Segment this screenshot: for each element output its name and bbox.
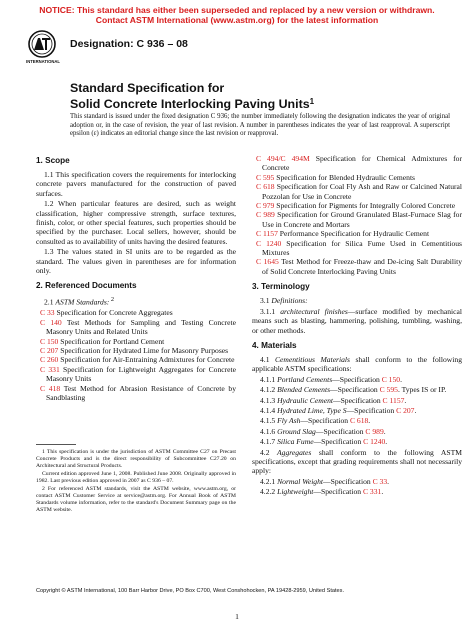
spec-link[interactable]: C 989 [365, 426, 384, 436]
spec-link[interactable]: C 150 [381, 374, 401, 384]
astm-logo [26, 29, 60, 65]
t311-num: 3.1.1 [260, 306, 281, 316]
reference-title: Specification for Concrete Aggregates [54, 308, 173, 318]
material-name: Lightweight [277, 487, 314, 497]
reference-item [252, 154, 462, 173]
referenced-documents-heading: 2. Referenced Documents [36, 281, 137, 291]
materials-4-2 [252, 448, 462, 476]
material-text: —Specification [332, 395, 383, 405]
material-name: Fly Ash [277, 416, 301, 426]
reference-item [36, 337, 236, 346]
materials-4-2-list [252, 477, 462, 497]
material-tail: . [383, 426, 386, 436]
reference-link[interactable]: C 150 [40, 336, 59, 346]
reference-item [36, 365, 236, 384]
material-name: Hydrated Lime, Type S [277, 405, 347, 415]
reference-item [252, 173, 462, 182]
m41-num: 4.1 [260, 354, 275, 364]
issuance-note: This standard is issued under the fixed designation C 936; the number immediately following the designation indicates the year of original adoption or, in the case of revision, the year of last revision. A number in parentheses indicates the year of last reapproval. A superscript epsilon (ε) indicates an editorial change since the last revision or reapproval. [70, 113, 450, 137]
reference-item [252, 182, 462, 201]
material-text: —Specification [313, 437, 364, 447]
reference-link[interactable]: C 207 [40, 346, 59, 356]
scope-1-1: 1.1 This specification covers the requirements for interlocking concrete pavers manufactured for the construction of paved surfaces. [36, 170, 236, 198]
material-number: 4.1.7 [260, 437, 278, 447]
spec-link[interactable]: C 595 [379, 385, 398, 395]
copyright: Copyright © ASTM International, 100 Barr Harbor Drive, PO Box C700, West Conshohocken, PA 19428-2959, United States. [36, 588, 344, 594]
notice-line-1: NOTICE: This standard has either been superseded and replaced by a new version or withdrawn. [39, 5, 435, 15]
reference-title: Performance Specification for Hydraulic Cement [277, 229, 430, 239]
designation: Designation: C 936 – 08 [70, 38, 188, 50]
reference-item [36, 318, 236, 337]
material-name: Ground Slag [277, 426, 316, 436]
reference-link[interactable]: C 989 [256, 210, 275, 220]
reference-item [36, 384, 236, 403]
material-number: 4.1.6 [260, 426, 278, 436]
title-line-2-text: Solid Concrete Interlocking Paving Units [70, 97, 310, 111]
notice-line-2: Contact ASTM International (www.astm.org) for the latest information [95, 15, 379, 25]
material-text: —Specification [323, 476, 373, 486]
material-text: —Specification [330, 385, 380, 395]
t311-term: architectural finishes [280, 306, 348, 316]
intro-italic: ASTM Standards: [55, 298, 110, 307]
material-tail: . [381, 487, 384, 497]
reference-title: Specification for Portland Cement [58, 336, 165, 346]
intro-num: 2.1 [44, 298, 56, 307]
material-item [252, 375, 462, 384]
reference-link[interactable]: C 618 [256, 182, 275, 192]
material-text: —Specification [313, 487, 363, 497]
terminology-3-1-1 [252, 307, 462, 335]
reference-link[interactable]: C 595 [256, 172, 275, 182]
reference-link[interactable]: C 33 [40, 308, 55, 318]
spec-link[interactable]: C 207 [396, 405, 415, 415]
title-line-1: Standard Specification for [70, 81, 225, 95]
spec-link[interactable]: C 33 [372, 476, 388, 486]
material-number: 4.1.3 [260, 395, 278, 405]
reference-link[interactable]: C 260 [40, 355, 59, 365]
reference-item [252, 229, 462, 238]
reference-title: Specification for Coal Fly Ash and Raw or Calcined Natural Pozzolan for Use in Concrete [262, 182, 462, 201]
material-text: —Specification [346, 405, 397, 415]
material-name: Silica Fume [277, 437, 314, 447]
materials-heading: 4. Materials [252, 340, 297, 350]
t311-text: —surface modified by mechanical means such as blasting, hammering, polishing, tumbling, washing, or other methods. [252, 306, 462, 335]
withdrawn-notice [0, 5, 474, 25]
footnote-1-edition: Current edition approved June 1, 2008. Published June 2008. Originally approved in 1982. Last previous edition approved in 2007 as C 936 – 07. [36, 471, 236, 484]
reference-title: Specification for Blended Hydraulic Cements [274, 172, 416, 182]
reference-link[interactable]: C 979 [256, 201, 275, 211]
t31-num: 3.1 [260, 296, 272, 306]
reference-link[interactable]: C 1645 [256, 257, 279, 267]
material-number: 4.1.2 [260, 385, 278, 395]
reference-title: Specification for Lightweight Aggregates for Concrete Masonry Units [46, 364, 237, 384]
m41-text: shall conform to the following applicable ASTM specifications: [252, 354, 462, 374]
spec-link[interactable]: C 331 [362, 487, 382, 497]
footnote-rule [36, 444, 76, 445]
reference-title: Test Methods for Sampling and Testing Concrete Masonry Units and Related Units [46, 317, 236, 337]
material-item [252, 477, 462, 486]
materials-4-1 [252, 355, 462, 374]
reference-item [36, 346, 236, 355]
material-tail: . [400, 374, 402, 384]
right-column [252, 154, 462, 498]
material-item [252, 385, 462, 394]
reference-link[interactable]: C 418 [40, 383, 61, 393]
material-tail: . [368, 416, 371, 426]
m41-term: Cementitious Materials [274, 354, 350, 364]
reference-link[interactable]: C 331 [40, 364, 60, 374]
reference-title: Specification for Chemical Admixtures for Concrete [262, 154, 462, 173]
material-name: Normal Weight [277, 476, 324, 486]
logo-label: INTERNATIONAL [26, 59, 60, 64]
title-line-2 [70, 95, 314, 111]
reference-title: Specification for Pigments for Integrally Colored Concrete [274, 201, 456, 211]
scope-1-3: 1.3 The values stated in SI units are to be regarded as the standard. The values given in parentheses are for information only. [36, 247, 236, 276]
material-tail: . [404, 395, 407, 405]
material-name: Hydraulic Cement [277, 395, 333, 405]
reference-title: Specification for Hydrated Lime for Masonry Purposes [58, 346, 229, 356]
material-item [252, 396, 462, 405]
spec-link[interactable]: C 1240 [363, 437, 386, 447]
footnote-2: 2 For referenced ASTM standards, visit the ASTM website, www.astm.org, or contact ASTM Customer Service at service@astm.org. For Annual Book of ASTM Standards volume information, refer to the standard's Document Summary page on the ASTM website. [36, 486, 236, 513]
spec-link[interactable]: C 618 [349, 416, 369, 426]
material-item [252, 406, 462, 415]
reference-item [252, 239, 462, 258]
material-item [252, 416, 462, 425]
page-number: 1 [235, 612, 239, 621]
material-tail: . [385, 437, 388, 447]
spec-link[interactable]: C 1157 [382, 395, 405, 405]
references-list-right [252, 154, 462, 276]
reference-title: Test Method for Freeze-thaw and De-icing Salt Durability of Solid Concrete Interlocking Paving Units [262, 257, 463, 276]
reference-item [36, 308, 236, 317]
material-number: 4.1.1 [260, 374, 278, 384]
scope-1-2: 1.2 When particular features are desired, such as weight classification, higher compressive strength, surface textures, finish, color, or other special features, such properties should be specified by the purchaser. Local sellers, however, should be consulted as to availability of units having the desired features. [36, 199, 236, 246]
reference-item [252, 257, 462, 276]
material-tail: . Types IS or IP. [397, 385, 447, 395]
reference-link[interactable]: C 140 [40, 317, 62, 327]
reference-link[interactable]: C 494/C 494M [256, 154, 310, 163]
material-name: Blended Cements [277, 385, 331, 395]
reference-item [36, 355, 236, 364]
terminology-3-1 [252, 296, 462, 305]
material-item [252, 427, 462, 436]
reference-title: Test Method for Abrasion Resistance of Concrete by Sandblasting [46, 383, 236, 403]
document-title [70, 81, 314, 111]
reference-link[interactable]: C 1157 [256, 229, 278, 239]
intro-sup: 2 [109, 296, 115, 304]
scope-heading: 1. Scope [36, 156, 70, 165]
t31-italic: Definitions: [271, 296, 308, 306]
material-item [252, 487, 462, 496]
materials-4-1-list [252, 375, 462, 447]
reference-item [252, 201, 462, 210]
material-number: 4.2.1 [260, 476, 278, 486]
material-text: —Specification [300, 416, 350, 426]
footnote-1: 1 This specification is under the jurisdiction of ASTM Committee C27 on Precast Concrete Products and is the direct responsibility of Subcommittee C27.20 on Architectural and Structural Products. [36, 449, 236, 469]
material-number: 4.1.5 [260, 416, 278, 426]
terminology-heading: 3. Terminology [252, 282, 310, 292]
m42-text: shall conform to the following ASTM specifications, except that grading requirements shall not necessarily apply: [252, 447, 462, 476]
reference-item [252, 210, 462, 229]
left-column [36, 156, 236, 402]
m42-num: 4.2 [260, 447, 278, 457]
material-number: 4.2.2 [260, 487, 278, 497]
material-text: —Specification [332, 374, 382, 384]
m42-term: Aggregates [277, 447, 312, 457]
material-number: 4.1.4 [260, 405, 278, 415]
reference-title: Specification for Ground Granulated Blast-Furnace Slag for Use in Concrete and Mortars [262, 210, 463, 229]
reference-title: Specification for Air-Entraining Admixtures for Concrete [58, 355, 235, 365]
title-footnote-mark: 1 [309, 97, 315, 106]
footnotes [36, 449, 236, 515]
material-text: —Specification [315, 426, 366, 436]
material-tail: . [387, 476, 390, 486]
material-tail: . [414, 405, 417, 415]
material-item [252, 437, 462, 446]
astm-standards-intro [36, 295, 236, 307]
material-name: Portland Cements [277, 374, 333, 384]
reference-title: Specification for Silica Fume Used in Cementitious Mixtures [262, 238, 462, 258]
reference-link[interactable]: C 1240 [256, 238, 282, 248]
references-list-left [36, 308, 236, 402]
